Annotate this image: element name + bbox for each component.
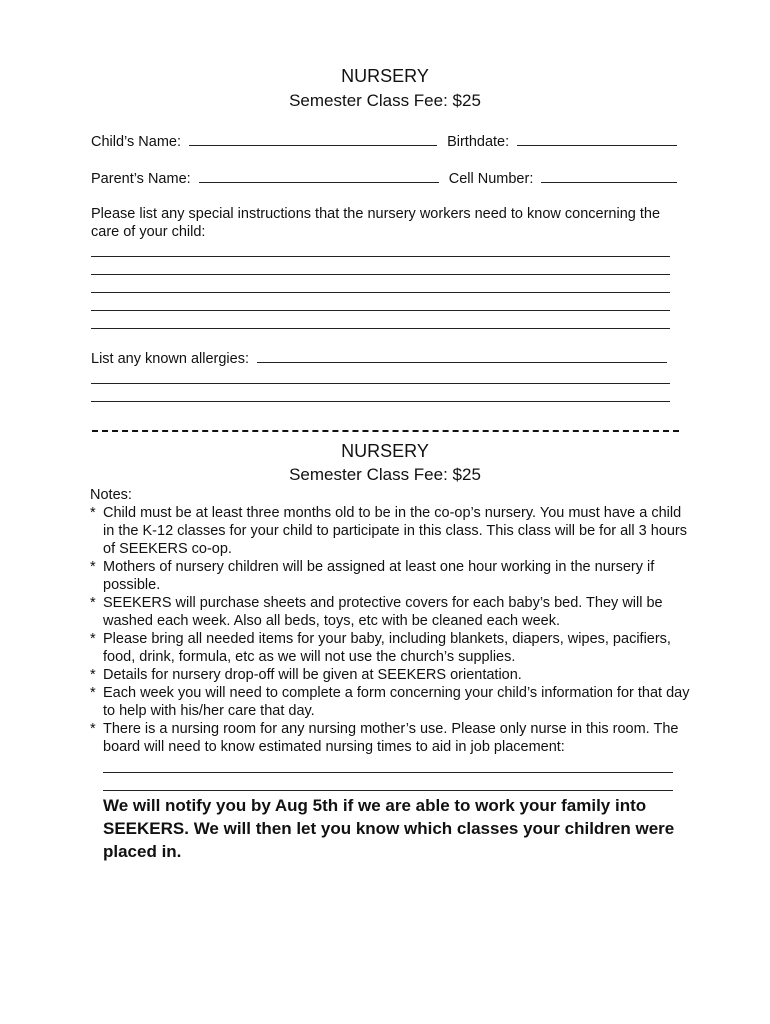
birthdate-field[interactable]	[517, 133, 677, 146]
bullet: *	[90, 721, 96, 737]
parent-name-field[interactable]	[199, 170, 439, 183]
note-text: Mothers of nursery children will be assigned at least one hour working in the nursery if possible.	[103, 559, 655, 593]
closing-notice: We will notify you by Aug 5th if we are able to work your family into SEEKERS. We will then let you know which classes your children were placed in.	[103, 796, 675, 861]
info-title: NURSERY	[341, 441, 429, 461]
bullet: *	[90, 631, 96, 647]
note-item	[90, 666, 690, 684]
note-text: There is a nursing room for any nursing mother’s use. Please only nurse in this room. The board will need to know estimated nursing times to aid in job placement:	[103, 721, 679, 755]
allergies-label: List any known allergies:	[91, 351, 249, 367]
instructions-line-4[interactable]	[91, 310, 670, 311]
bullet: *	[90, 667, 96, 683]
instructions-line-2[interactable]	[91, 274, 670, 275]
allergies-row	[91, 350, 667, 367]
birthdate-label: Birthdate:	[447, 134, 510, 150]
child-name-row	[91, 133, 677, 150]
child-name-label: Child’s Name:	[91, 134, 181, 150]
note-item	[90, 630, 690, 666]
bullet: *	[90, 559, 96, 575]
parent-name-label: Parent’s Name:	[91, 171, 191, 187]
instructions-text: Please list any special instructions that the nursery workers need to know concerning the care of your child:	[91, 206, 661, 240]
cut-line	[92, 430, 679, 432]
note-item	[90, 720, 690, 756]
instructions-line-1[interactable]	[91, 256, 670, 257]
note-text: Child must be at least three months old to be in the co-op’s nursery. You must have a child in the K-12 classes for your child to participate in this class. This class will be for all 3 hours of SEEKERS co-op.	[103, 505, 688, 557]
allergies-line-3[interactable]	[91, 401, 670, 402]
note-item	[90, 684, 690, 720]
cell-number-field[interactable]	[541, 170, 677, 183]
nursing-times-line-2[interactable]	[103, 790, 673, 791]
notes-section	[90, 486, 690, 756]
instructions-line-5[interactable]	[91, 328, 670, 329]
note-text: Each week you will need to complete a form concerning your child’s information for that day to help with his/her care that day.	[103, 685, 690, 719]
note-item	[90, 558, 690, 594]
cell-number-label: Cell Number:	[448, 171, 534, 187]
instructions-line-3[interactable]	[91, 292, 670, 293]
note-text: SEEKERS will purchase sheets and protective covers for each baby’s bed. They will be washed each week. Also all beds, toys, etc with be cleaned each week.	[103, 595, 663, 629]
form-title: NURSERY	[341, 66, 429, 86]
bullet: *	[90, 685, 96, 701]
allergies-line-2[interactable]	[91, 383, 670, 384]
parent-name-row	[91, 170, 677, 187]
bullet: *	[90, 505, 96, 521]
form-fee: Semester Class Fee: $25	[289, 91, 481, 110]
note-text: Details for nursery drop-off will be given at SEEKERS orientation.	[103, 667, 522, 683]
note-text: Please bring all needed items for your baby, including blankets, diapers, wipes, pacifiers, food, drink, formula, etc as we will not use the church’s supplies.	[103, 631, 671, 665]
allergies-field[interactable]	[257, 350, 667, 363]
note-item	[90, 594, 690, 630]
bullet: *	[90, 595, 96, 611]
notes-label: Notes:	[90, 487, 132, 503]
child-name-field[interactable]	[189, 133, 437, 146]
note-item	[90, 504, 690, 558]
nursing-times-line-1[interactable]	[103, 772, 673, 773]
info-fee: Semester Class Fee: $25	[289, 465, 481, 484]
